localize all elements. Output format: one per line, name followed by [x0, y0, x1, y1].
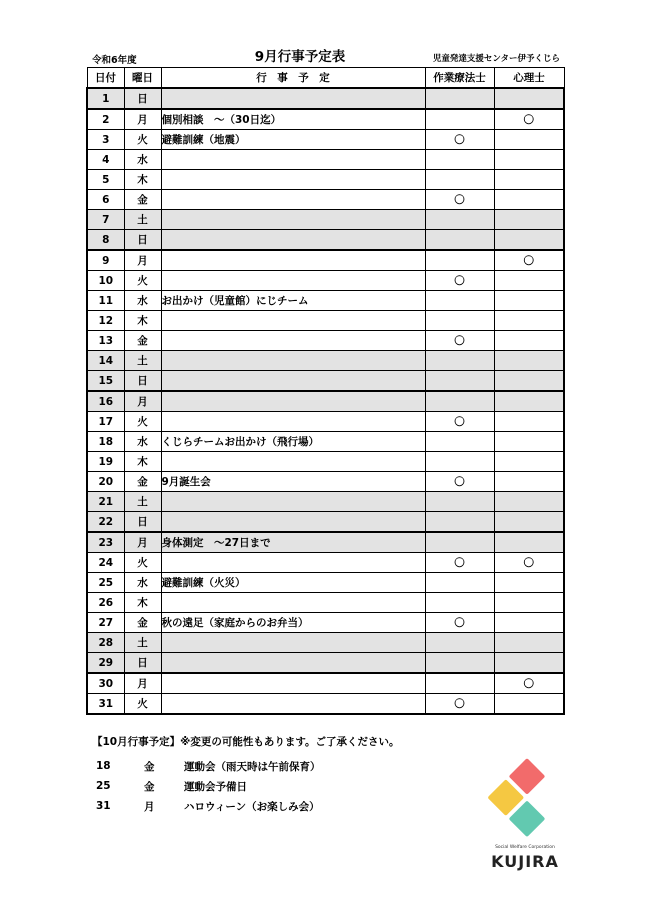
cell-psychologist: 〇 [494, 673, 564, 694]
cell-event [161, 230, 425, 251]
cell-date: 22 [87, 512, 124, 533]
table-row [87, 412, 564, 432]
cell-date: 5 [87, 170, 124, 190]
cell-occupational-therapist: 〇 [425, 331, 494, 351]
cell-date: 18 [87, 432, 124, 452]
cell-occupational-therapist: 〇 [425, 694, 494, 715]
cell-event [161, 593, 425, 613]
table-row [87, 190, 564, 210]
cell-date: 15 [87, 371, 124, 392]
cell-event [161, 653, 425, 674]
table-row [87, 472, 564, 492]
cell-occupational-therapist: 〇 [425, 190, 494, 210]
cell-occupational-therapist [425, 673, 494, 694]
cell-date: 31 [87, 694, 124, 715]
cell-psychologist [494, 130, 564, 150]
cell-occupational-therapist: 〇 [425, 412, 494, 432]
table-row [87, 532, 564, 553]
table-row [87, 432, 564, 452]
cell-psychologist [494, 512, 564, 533]
cell-date: 6 [87, 190, 124, 210]
table-row [87, 694, 564, 715]
cell-event: 身体測定 ～27日まで [161, 532, 425, 553]
logo-caption: Social Welfare Corporation [495, 845, 555, 850]
cell-event: 個別相談 ～（30日迄） [161, 109, 425, 130]
cell-psychologist [494, 633, 564, 653]
cell-weekday: 土 [124, 633, 161, 653]
cell-event [161, 271, 425, 291]
note-event: 運動会予備日 [184, 780, 247, 793]
cell-date: 19 [87, 452, 124, 472]
cell-psychologist [494, 230, 564, 251]
cell-date: 3 [87, 130, 124, 150]
note-event: 運動会（雨天時は午前保育） [184, 760, 321, 773]
cell-occupational-therapist [425, 512, 494, 533]
note-event: ハロウィーン（お楽しみ会） [184, 800, 320, 813]
cell-weekday: 土 [124, 492, 161, 512]
cell-occupational-therapist [425, 88, 494, 109]
cell-event: 秋の遠足（家庭からのお弁当） [161, 613, 425, 633]
column-header-events: 行 事 予 定 [161, 68, 425, 89]
cell-occupational-therapist [425, 432, 494, 452]
cell-date: 7 [87, 210, 124, 230]
cell-psychologist [494, 210, 564, 230]
notes-heading: 【10月行事予定】※変更の可能性もあります。ご了承ください。 [92, 736, 400, 748]
cell-weekday: 木 [124, 593, 161, 613]
cell-date: 28 [87, 633, 124, 653]
note-date: 25 [96, 780, 111, 792]
cell-occupational-therapist: 〇 [425, 271, 494, 291]
cell-date: 27 [87, 613, 124, 633]
cell-weekday: 火 [124, 412, 161, 432]
list-item [92, 756, 399, 776]
cell-date: 16 [87, 391, 124, 412]
table-row [87, 109, 564, 130]
cell-event [161, 371, 425, 392]
cell-weekday: 火 [124, 694, 161, 715]
cell-event [161, 190, 425, 210]
cell-weekday: 日 [124, 653, 161, 674]
table-row [87, 150, 564, 170]
cell-date: 2 [87, 109, 124, 130]
table-row [87, 593, 564, 613]
cell-date: 26 [87, 593, 124, 613]
table-row [87, 492, 564, 512]
cell-psychologist [494, 452, 564, 472]
cell-psychologist [494, 613, 564, 633]
table-row [87, 351, 564, 371]
cell-weekday: 木 [124, 311, 161, 331]
cell-weekday: 水 [124, 432, 161, 452]
cell-weekday: 月 [124, 109, 161, 130]
table-row [87, 653, 564, 674]
cell-weekday: 水 [124, 291, 161, 311]
cell-event: 9月誕生会 [161, 472, 425, 492]
column-header-weekday: 曜日 [124, 68, 161, 89]
cell-weekday: 水 [124, 573, 161, 593]
table-row [87, 250, 564, 271]
cell-date: 8 [87, 230, 124, 251]
cell-occupational-therapist [425, 593, 494, 613]
cell-event: 避難訓練（地震） [161, 130, 425, 150]
table-row [87, 230, 564, 251]
note-date: 18 [96, 760, 111, 772]
cell-weekday: 日 [124, 88, 161, 109]
cell-event [161, 331, 425, 351]
cell-psychologist [494, 391, 564, 412]
fiscal-year-label: 令和6年度 [92, 55, 137, 66]
table-row [87, 271, 564, 291]
cell-occupational-therapist: 〇 [425, 472, 494, 492]
table-row [87, 573, 564, 593]
cell-weekday: 火 [124, 271, 161, 291]
cell-event [161, 210, 425, 230]
cell-event: お出かけ（児童館）にじチーム [161, 291, 425, 311]
cell-psychologist [494, 472, 564, 492]
cell-date: 17 [87, 412, 124, 432]
table-row [87, 452, 564, 472]
column-header-psychologist: 心理士 [494, 68, 564, 89]
note-weekday: 金 [144, 760, 155, 773]
cell-event [161, 633, 425, 653]
cell-date: 21 [87, 492, 124, 512]
organization-name: 児童発達支援センター伊予くじら [432, 54, 560, 64]
cell-date: 23 [87, 532, 124, 553]
cell-occupational-therapist [425, 291, 494, 311]
cell-event [161, 512, 425, 533]
cell-event [161, 452, 425, 472]
cell-occupational-therapist [425, 391, 494, 412]
cell-date: 20 [87, 472, 124, 492]
cell-weekday: 月 [124, 532, 161, 553]
cell-psychologist [494, 331, 564, 351]
cell-psychologist [494, 311, 564, 331]
table-row [87, 130, 564, 150]
cell-weekday: 木 [124, 452, 161, 472]
cell-psychologist: 〇 [494, 250, 564, 271]
cell-psychologist: 〇 [494, 109, 564, 130]
note-weekday: 月 [144, 800, 155, 813]
cell-occupational-therapist [425, 653, 494, 674]
cell-weekday: 木 [124, 170, 161, 190]
cell-psychologist [494, 351, 564, 371]
cell-psychologist [494, 170, 564, 190]
cell-psychologist [494, 271, 564, 291]
table-row [87, 512, 564, 533]
table-row [87, 371, 564, 392]
cell-psychologist [494, 573, 564, 593]
table-row [87, 553, 564, 573]
cell-event [161, 170, 425, 190]
cell-date: 30 [87, 673, 124, 694]
cell-occupational-therapist: 〇 [425, 613, 494, 633]
cell-weekday: 金 [124, 613, 161, 633]
table-row [87, 391, 564, 412]
schedule-table [86, 67, 565, 715]
cell-psychologist [494, 432, 564, 452]
cell-occupational-therapist [425, 250, 494, 271]
cell-psychologist [494, 291, 564, 311]
cell-occupational-therapist [425, 109, 494, 130]
cell-weekday: 水 [124, 150, 161, 170]
table-header-row [87, 68, 564, 89]
cell-date: 4 [87, 150, 124, 170]
cell-psychologist [494, 653, 564, 674]
note-date: 31 [96, 800, 111, 812]
cell-weekday: 金 [124, 190, 161, 210]
cell-date: 1 [87, 88, 124, 109]
note-weekday: 金 [144, 780, 155, 793]
cell-psychologist [494, 190, 564, 210]
table-row [87, 170, 564, 190]
cell-occupational-therapist [425, 452, 494, 472]
cell-occupational-therapist [425, 351, 494, 371]
cell-weekday: 月 [124, 250, 161, 271]
cell-event [161, 311, 425, 331]
cell-event [161, 673, 425, 694]
cell-date: 9 [87, 250, 124, 271]
cell-weekday: 火 [124, 130, 161, 150]
cell-weekday: 日 [124, 230, 161, 251]
cell-occupational-therapist [425, 210, 494, 230]
cell-psychologist [494, 492, 564, 512]
cell-date: 13 [87, 331, 124, 351]
column-header-date: 日付 [87, 68, 124, 89]
cell-weekday: 金 [124, 472, 161, 492]
cell-weekday: 月 [124, 391, 161, 412]
cell-psychologist [494, 412, 564, 432]
list-item [92, 776, 399, 796]
cell-psychologist [494, 150, 564, 170]
cell-weekday: 月 [124, 673, 161, 694]
cell-event [161, 492, 425, 512]
table-row [87, 673, 564, 694]
cell-occupational-therapist [425, 170, 494, 190]
cell-event: くじらチームお出かけ（飛行場） [161, 432, 425, 452]
cell-weekday: 日 [124, 512, 161, 533]
cell-event [161, 351, 425, 371]
schedule-body [87, 88, 564, 714]
cell-event: 避難訓練（火災） [161, 573, 425, 593]
cell-event [161, 553, 425, 573]
cell-date: 29 [87, 653, 124, 674]
notes-list [92, 756, 399, 816]
cell-psychologist [494, 532, 564, 553]
table-row [87, 88, 564, 109]
cell-occupational-therapist [425, 492, 494, 512]
cell-psychologist [494, 88, 564, 109]
cell-event [161, 391, 425, 412]
cell-weekday: 火 [124, 553, 161, 573]
cell-occupational-therapist: 〇 [425, 130, 494, 150]
cell-occupational-therapist [425, 150, 494, 170]
cell-date: 12 [87, 311, 124, 331]
cell-event [161, 88, 425, 109]
cell-occupational-therapist [425, 633, 494, 653]
cell-occupational-therapist [425, 532, 494, 553]
cell-weekday: 土 [124, 351, 161, 371]
cell-weekday: 日 [124, 371, 161, 392]
next-month-notes [92, 734, 399, 816]
cell-weekday: 土 [124, 210, 161, 230]
cell-psychologist [494, 371, 564, 392]
column-header-occupational-therapist: 作業療法士 [425, 68, 494, 89]
page-title: 9月行事予定表 [254, 49, 346, 65]
cell-weekday: 金 [124, 331, 161, 351]
cell-occupational-therapist [425, 573, 494, 593]
table-row [87, 331, 564, 351]
cell-psychologist [494, 694, 564, 715]
cell-occupational-therapist [425, 371, 494, 392]
cell-date: 25 [87, 573, 124, 593]
cell-occupational-therapist [425, 230, 494, 251]
cell-date: 14 [87, 351, 124, 371]
logo-wordmark: KUJIRA [491, 852, 559, 871]
cell-occupational-therapist [425, 311, 494, 331]
list-item [92, 796, 399, 816]
cell-date: 10 [87, 271, 124, 291]
table-row [87, 633, 564, 653]
table-row [87, 311, 564, 331]
cell-psychologist [494, 593, 564, 613]
table-row [87, 613, 564, 633]
cell-occupational-therapist: 〇 [425, 553, 494, 573]
cell-event [161, 694, 425, 715]
cell-event [161, 250, 425, 271]
table-row [87, 291, 564, 311]
cell-date: 11 [87, 291, 124, 311]
cell-date: 24 [87, 553, 124, 573]
cell-event [161, 412, 425, 432]
table-row [87, 210, 564, 230]
cell-psychologist: 〇 [494, 553, 564, 573]
cell-event [161, 150, 425, 170]
